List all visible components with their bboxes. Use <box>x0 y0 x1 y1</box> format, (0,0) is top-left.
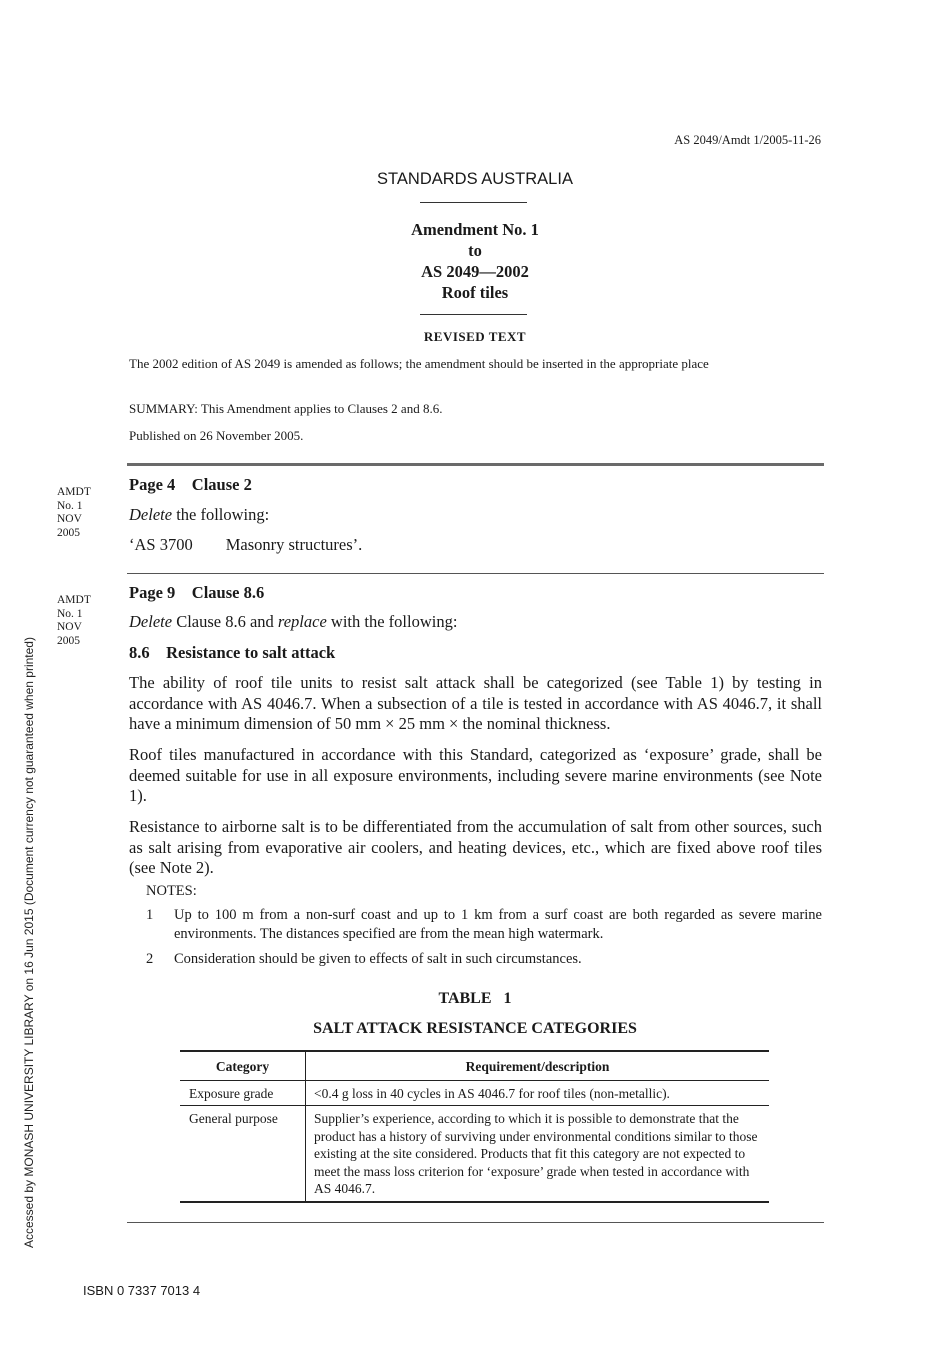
intro-paragraph: The 2002 edition of AS 2049 is amended as follows; the amendment should be inserted in the appropriate place <box>129 356 709 371</box>
table-cell: Supplier’s experience, according to which it is possible to demonstrate that the product has a history of surviving under environmental conditions similar to those existing at the site considered. Products that fit this category are not expected to meet the mass loss criterion for ‘exposure’ grade when tested in accordance with AS 4046.7. <box>306 1106 770 1202</box>
deleted-item: ‘AS 3700 Masonry structures’. <box>129 535 363 554</box>
section-heading: Page 4 Clause 2 <box>129 475 252 494</box>
instruction-verb: Delete <box>129 612 173 631</box>
published-line: Published on 26 November 2005. <box>129 428 304 443</box>
instruction-text: Clause 8.6 and <box>172 612 278 631</box>
clause-paragraph: Resistance to airborne salt is to be differentiated from the accumulation of salt from other sources, such as salt arising from evaporative air coolers, and heating devices, etc., which are fixed above roof tiles (see Note 2). <box>129 817 822 877</box>
table-cell: <0.4 g loss in 40 cycles in AS 4046.7 for roof tiles (non-metallic). <box>306 1080 770 1106</box>
instruction-verb: replace <box>277 612 327 631</box>
note-number: 2 <box>146 951 154 967</box>
section-divider <box>127 1222 824 1223</box>
table-cell: General purpose <box>180 1106 306 1202</box>
clause-paragraph: The ability of roof tile units to resist salt attack shall be categorized (see Table 1) by testing in accordance with AS 4046.7. When a subsection of a tile is tested in accordance with AS 4046.7, it shall have a minimum dimension of 50 mm × 25 mm × the nominal thickness. <box>129 673 822 733</box>
table-header-row <box>180 1051 769 1080</box>
publisher-name: STANDARDS AUSTRALIA <box>377 170 573 188</box>
note-text: Consideration should be given to effects of salt in such circumstances. <box>174 951 582 967</box>
title-line-standard: AS 2049—2002 <box>421 262 529 281</box>
instruction-verb: Delete <box>129 505 173 524</box>
title-line-subject: Roof tiles <box>441 283 509 302</box>
table-row <box>180 1080 769 1106</box>
note-text: Up to 100 m from a non-surf coast and up to 1 km from a surf coast are both regarded as severe marine environments. The distances specified are from the mean high watermark. <box>174 907 822 942</box>
divider <box>420 202 527 203</box>
revised-text-heading: REVISED TEXT <box>423 329 527 344</box>
section-heading: Page 9 Clause 8.6 <box>129 583 265 602</box>
note-item <box>146 906 822 944</box>
note-item <box>146 950 822 969</box>
clause-subheading: 8.6 Resistance to salt attack <box>129 643 336 662</box>
column-header: Requirement/description <box>306 1051 770 1080</box>
isbn: ISBN 0 7337 7013 4 <box>83 1283 201 1298</box>
access-watermark-text: Accessed by MONASH UNIVERSITY LIBRARY on 16 Jun 2015 (Document currency not guaranteed when printed) <box>22 637 36 1248</box>
column-header: Category <box>180 1051 306 1080</box>
title-block <box>330 219 620 303</box>
amdt-year: 2005 <box>57 634 80 647</box>
section-divider <box>127 573 824 574</box>
title-line-amendment: Amendment No. 1 <box>411 220 539 239</box>
summary-line: SUMMARY: This Amendment applies to Clauses 2 and 8.6. <box>129 401 443 416</box>
amdt-number: No. 1 <box>57 607 83 620</box>
table-cell: Exposure grade <box>180 1080 306 1106</box>
table-label: TABLE 1 <box>438 990 512 1007</box>
section-divider <box>127 463 824 466</box>
instruction-line <box>129 505 822 526</box>
amendment-mark <box>57 594 91 648</box>
instruction-text: the following: <box>172 505 270 524</box>
amdt-number: No. 1 <box>57 499 83 512</box>
note-number: 1 <box>146 907 154 923</box>
amdt-month: NOV <box>57 513 82 525</box>
divider <box>420 314 527 315</box>
notes-label: NOTES: <box>146 883 197 899</box>
instruction-text: with the following: <box>326 612 458 631</box>
salt-resistance-table <box>180 1050 769 1203</box>
amendment-mark <box>57 486 91 540</box>
amdt-year: 2005 <box>57 526 80 539</box>
table-row <box>180 1106 769 1202</box>
amdt-month: NOV <box>57 621 82 633</box>
document-reference: AS 2049/Amdt 1/2005-11-26 <box>674 133 821 147</box>
table-title: SALT ATTACK RESISTANCE CATEGORIES <box>313 1020 637 1037</box>
clause-paragraph: Roof tiles manufactured in accordance with this Standard, categorized as ‘exposure’ grade, shall be deemed suitable for use in all exposure environments, including severe marine environments (see Note 1). <box>129 745 822 805</box>
instruction-line <box>129 612 822 633</box>
amdt-label: AMDT <box>57 594 91 606</box>
amdt-label: AMDT <box>57 486 91 498</box>
title-line-to: to <box>468 241 482 260</box>
